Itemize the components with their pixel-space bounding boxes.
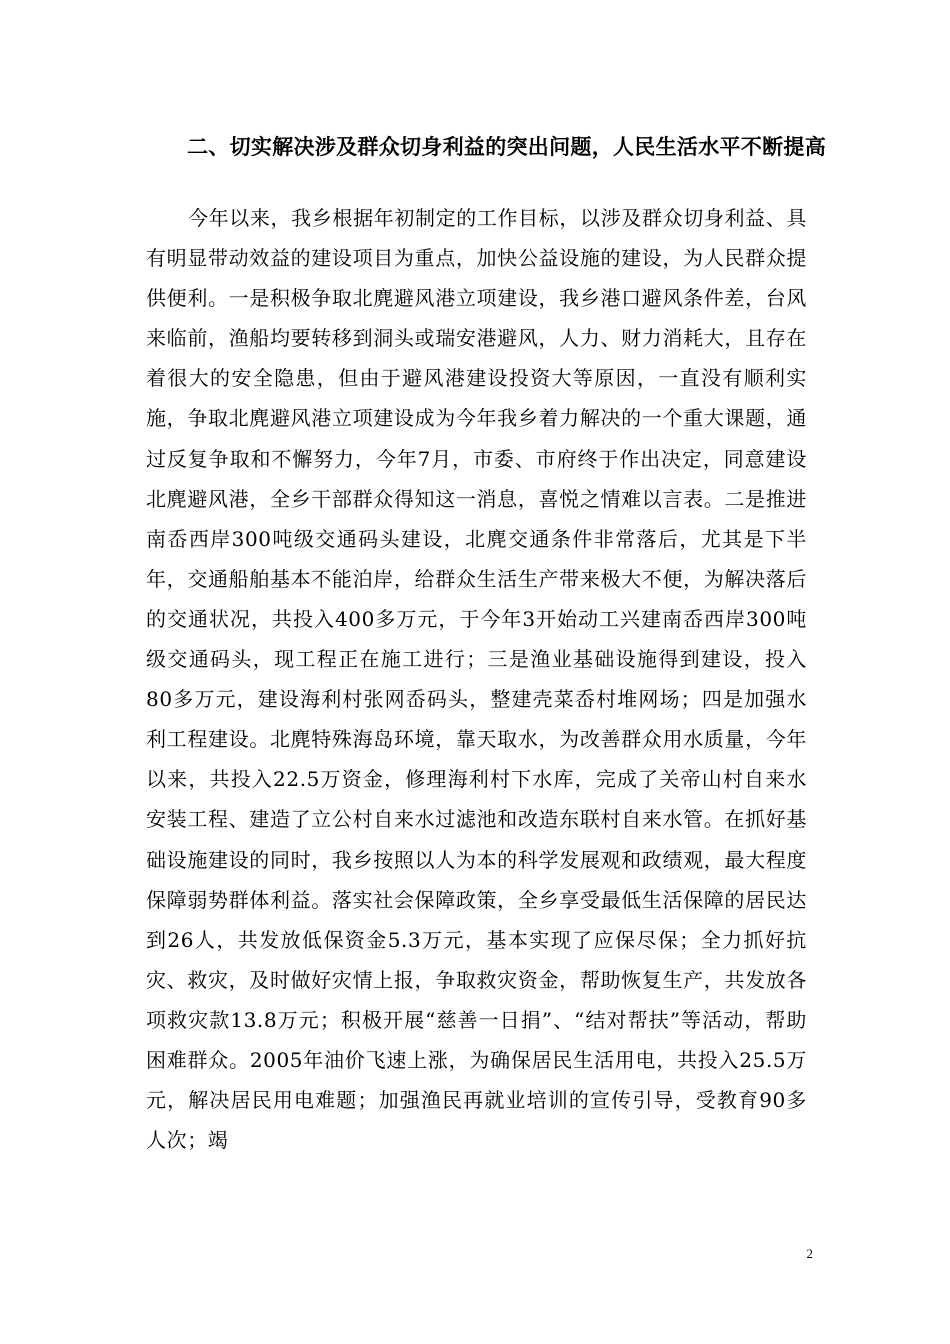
page-number: 2 bbox=[806, 1246, 813, 1261]
body-paragraph: 今年以来，我乡根据年初制定的工作目标，以涉及群众切身利益、具有明显带动效益的建设项目为重点，加快公益设施的建设，为人民群众提供便利。一是积极争取北麂避风港立项建设，我乡港口避风条件差，台风来临前，渔船均要转移到洞头或瑞安港避风，人力、财力消耗大，且存在着很大的安全隐患，但由于避风港建设投资大等原因，一直没有顺利实施，争取北麂避风港立项建设成为今年我乡着力解决的一个重大课题，通过反复争取和不懈努力，今年7月，市委、市府终于作出决定，同意建设北麂避风港，全乡干部群众得知这一消息，喜悦之情难以言表。二是推进南岙西岸300吨级交通码头建设，北麂交通条件非常落后，尤其是下半年，交通船舶基本不能泊岸，给群众生活生产带来极大不便，为解决落后的交通状况，共投入400多万元，于今年3开始动工兴建南岙西岸300吨级交通码头，现工程正在施工进行；三是渔业基础设施得到建设，投入80多万元，建设海利村张网岙码头，整建壳菜岙村堆网场；四是加强水利工程建设。北麂特殊海岛环境，靠天取水，为改善群众用水质量，今年以来，共投入22.5万资金，修理海利村下水库，完成了关帝山村自来水安装工程、建造了立公村自来水过滤池和改造东联村自来水管。在抓好基础设施建设的同时，我乡按照以人为本的科学发展观和政绩观，最大程度保障弱势群体利益。落实社会保障政策，全乡享受最低生活保障的居民达到26人，共发放低保资金5.3万元，基本实现了应保尽保；全力抓好抗灾、救灾，及时做好灾情上报，争取救灾资金，帮助恢复生产，共发放各项救灾款13.8万元；积极开展“慈善一日捐”、“结对帮扶”等活动，帮助困难群众。2005年油价飞速上涨，为确保居民生活用电，共投入25.5万元，解决居民用电难题；加强渔民再就业培训的宣传引导，受教育90多人次；竭 bbox=[146, 206, 807, 1153]
section-heading: 二、切实解决涉及群众切身利益的突出问题，人民生活水平不断提高 bbox=[187, 135, 826, 159]
